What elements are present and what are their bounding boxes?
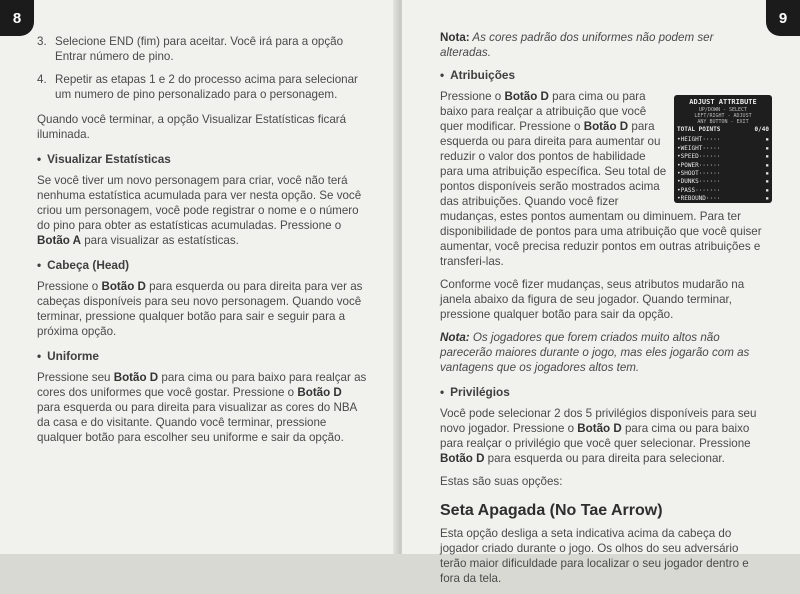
heading-text: Privilégios <box>450 385 510 399</box>
screen-hint: UP/DOWN - SELECT <box>698 107 748 113</box>
section-heading <box>37 349 367 364</box>
section-heading <box>37 152 367 167</box>
screen-attribute-row: •SHOOT······ ▪ <box>677 170 769 178</box>
stats-paragraph: Se você tiver um novo personagem para criar, você não terá nenhuma estatística acumulada para ver nesta opção. Se você criou um personagem, você pode registrar o nome e o número do pino para obter as estatísticas acumuladas. Pressione o Botão A para visualizar as estatísticas. <box>37 174 362 247</box>
section-heading <box>440 385 766 400</box>
step-number: 4. <box>37 73 47 86</box>
page-number-right: 9 <box>766 0 800 36</box>
left-column <box>37 34 367 453</box>
section-heading <box>440 68 766 83</box>
screen-total: TOTAL POINTS 0/40 <box>677 126 769 133</box>
heading-text: Uniforme <box>47 349 99 363</box>
right-page <box>402 0 800 585</box>
right-column <box>440 30 769 594</box>
option-paragraph: Esta opção desliga a seta indicativa acima da cabeça do jogador criado durante o jogo. Os olhos do seu adversário terão maior dificuldade para localizar o seu jogador dentro e fora da tela. <box>440 527 749 585</box>
heading-text: Visualizar Estatísticas <box>47 152 171 166</box>
privileges-paragraph: Você pode selecionar 2 dos 5 privilégios disponíveis para seu novo jogador. Pressione o Botão D para cima ou para baixo para realçar o privilégio que você quer selecionar. Pressione Botão D para esquerda ou para direita para selecionar. <box>440 407 757 465</box>
bullet-icon: • <box>37 152 42 166</box>
screen-attribute-row: •SPEED······ ▪ <box>677 153 769 161</box>
step-text: Selecione END (fim) para aceitar. Você irá para a opção Entrar número de pino. <box>55 35 344 63</box>
attributes-paragraph-2: Conforme você fizer mudanças, seus atributos mudarão na janela abaixo da figura de seu jogador. Quando terminar, pressione qualquer botão para sair da opção. <box>440 278 745 321</box>
option-heading: Seta Apagada (No Tae Arrow) <box>440 502 663 519</box>
uniform-paragraph: Pressione seu Botão D para cima ou para baixo para realçar as cores dos uniformes que você gostar. Pressione o Botão D para esquerda ou para direita para visualizar as cores do NBA da casa e do visitante. Quando você terminar, pressione qualquer botão para escolher seu uniforme e sair da opção. <box>37 371 367 444</box>
screen-attribute-row: •HEIGHT····· ▪ <box>677 136 769 144</box>
game-screen-adjust-attribute <box>674 95 772 203</box>
heading-text: Atribuições <box>450 68 516 82</box>
page-number-left: 8 <box>0 0 34 36</box>
step-number: 3. <box>37 35 47 48</box>
step-text: Repetir as etapas 1 e 2 do processo acima para selecionar um numero de pino personalizado para o personagem. <box>55 73 358 101</box>
screen-attribute-row: •DUNKS······ ▪ <box>677 178 769 186</box>
bullet-icon: • <box>440 68 445 82</box>
screen-hint: ANY BUTTON - EXIT <box>697 119 749 125</box>
bullet-icon: • <box>37 258 42 272</box>
screen-attribute-row: •WEIGHT····· ▪ <box>677 144 769 152</box>
screen-attribute-row: •REBOUND···· ▪ <box>677 195 769 203</box>
left-page <box>0 0 398 554</box>
head-paragraph: Pressione o Botão D para esquerda ou para direita para ver as cabeças disponíveis para seu novo personagem. Quando você terminar, pressione qualquer botão para sair e seguir para a próxima opção. <box>37 280 363 338</box>
note-paragraph: Nota: As cores padrão dos uniformes não podem ser alteradas. <box>440 31 714 59</box>
screen-title: ADJUST ATTRIBUTE <box>689 98 757 106</box>
attributes-paragraph: Pressione o Botão D para cima ou para baixo para realçar a atribuição que você quer modificar. Pressione o Botão D para esquerda ou para direita para aumentar ou reduzir o valor dos pontos de habilidade para uma atribuição específica. Seu total de pontos disponíveis serão mostrados acima das atribuições. Quando você fizer mudanças, estes pontos aumentam ou diminuem. Para ter disponibilidade de pontos para uma atribuição que você quiser aumentar, você precisa reduzir pontos em outras atribuições e transferi-las. <box>440 90 762 268</box>
intro-paragraph: Quando você terminar, a opção Visualizar Estatísticas ficará iluminada. <box>37 113 347 141</box>
note-paragraph: Nota: Os jogadores que forem criados muito altos não parecerão maiores durante o jogo, mas eles jogarão com as vantagens que os jogadores altos tem. <box>440 331 750 374</box>
screen-attribute-row: •POWER······ ▪ <box>677 161 769 169</box>
options-intro: Estas são suas opções: <box>440 475 563 488</box>
bullet-icon: • <box>37 349 42 363</box>
heading-text: Cabeça (Head) <box>47 258 130 272</box>
step-item <box>37 72 367 102</box>
section-heading <box>37 258 367 273</box>
screen-attribute-row: •PASS······· ▪ <box>677 186 769 194</box>
screen-hint: LEFT/RIGHT - ADJUST <box>694 113 752 119</box>
step-item <box>37 34 367 64</box>
bullet-icon: • <box>440 385 445 399</box>
